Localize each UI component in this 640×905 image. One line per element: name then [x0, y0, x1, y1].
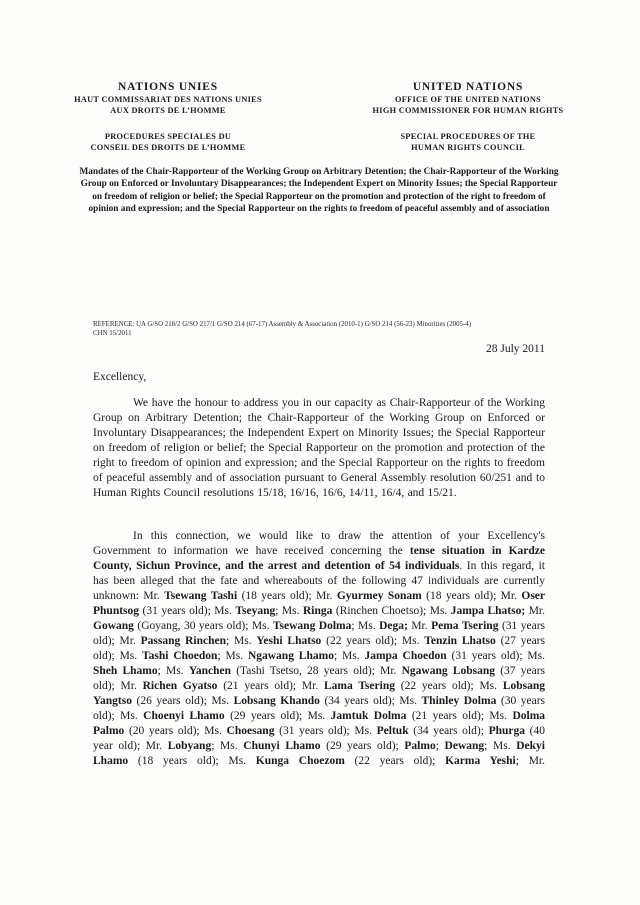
- letterhead-proc1-en: SPECIAL PROCEDURES OF THE: [400, 132, 536, 141]
- letterhead-proc2-fr: CONSEIL DES DROITS DE L’HOMME: [90, 143, 246, 152]
- reference-line-2: CHN 15/2011: [93, 330, 132, 337]
- un-letterhead-english: [340, 81, 596, 153]
- body-paragraph-2: In this connection, we would like to draw the attention of your Excellency's Government to information we have received concerning the tense situation in Kardze County, Sichun Province, and the arrest and detention of 54 individuals. In this regard, it has been alleged that the fate and whereabouts of the following 47 individuals are currently unknown: Mr. Tsewang Tashi (18 years old); Mr. Gyurmey Sonam (18 years old); Mr. Oser Phuntsog (31 years old); Ms. Tseyang; Ms. Ringa (Rinchen Choetso); Ms. Jampa Lhatso; Mr. Gowang (Goyang, 30 years old); Ms. Tsewang Dolma; Ms. Dega; Mr. Pema Tsering (31 years old); Mr. Passang Rinchen; Ms. Yeshi Lhatso (22 years old); Ms. Tenzin Lhatso (27 years old); Ms. Tashi Choedon; Ms. Ngawang Lhamo; Ms. Jampa Choedon (31 years old); Ms. Sheh Lhamo; Ms. Yanchen (Tashi Tsetso, 28 years old); Mr. Ngawang Lobsang (37 years old); Mr. Richen Gyatso (21 years old); Mr. Lama Tsering (22 years old); Ms. Lobsang Yangtso (26 years old); Ms. Lobsang Khando (34 years old); Ms. Thinley Dolma (30 years old); Ms. Choenyi Lhamo (29 years old); Ms. Jamtuk Dolma (21 years old); Ms. Dolma Palmo (20 years old); Ms. Choesang (31 years old); Ms. Peltuk (34 years old); Phurga (40 year old); Mr. Lobyang; Ms. Chunyi Lhamo (29 years old); Palmo; Dewang; Ms. Dekyi Lhamo (18 years old); Ms. Kunga Choezom (22 years old); Karma Yeshi; Mr.: [93, 530, 546, 767]
- letterhead-office2-en: HIGH COMMISSIONER FOR HUMAN RIGHTS: [372, 106, 564, 115]
- salutation: Excellency,: [93, 371, 147, 383]
- reference-block: [93, 320, 493, 338]
- un-letterhead-french: [40, 81, 296, 153]
- letterhead-org-en: UNITED NATIONS: [412, 81, 524, 93]
- reference-line-1: REFERENCE: UA G/SO 218/2 G/SO 217/1 G/SO 214 (67-17) Assembly & Association (2010-1) G/SO 214 (56-23) Minorities (2005-4): [93, 321, 472, 328]
- letterhead-office2-fr: AUX DROITS DE L’HOMME: [110, 106, 226, 115]
- mandates-paragraph: Mandates of the Chair-Rapporteur of the Working Group on Arbitrary Detention; the Chair-Rapporteur of the Working Group on Enforced or Involuntary Disappearances; the Independent Expert on Minority Issues; the Special Rapporteur on freedom of religion or belief; the Special Rapporteur on the promotion and protection of the right to freedom of opinion and expression; and the Special Rapporteur on the rights to freedom of peaceful assembly and of association: [79, 167, 559, 214]
- body-paragraph-1: We have the honour to address you in our capacity as Chair-Rapporteur of the Working Group on Arbitrary Detention; the Chair-Rapporteur of the Working Group on Enforced or Involuntary Disappearances; the Independent Expert on Minority Issues; the Special Rapporteur on freedom of religion or belief; the Special Rapporteur on the promotion and protection of the right to freedom of opinion and expression; and the Special Rapporteur on the rights to freedom of peaceful assembly and of association pursuant to General Assembly resolution 60/251 and to Human Rights Council resolutions 15/18, 16/16, 16/6, 14/11, 16/4, and 15/21.: [93, 397, 545, 499]
- letter-date: 28 July 2011: [486, 343, 545, 355]
- letterhead-office1-fr: HAUT COMMISSARIAT DES NATIONS UNIES: [74, 95, 262, 104]
- letterhead-office1-en: OFFICE OF THE UNITED NATIONS: [394, 95, 542, 104]
- letterhead-org-fr: NATIONS UNIES: [118, 81, 218, 93]
- letterhead-proc2-en: HUMAN RIGHTS COUNCIL: [411, 143, 525, 152]
- letterhead-proc1-fr: PROCEDURES SPECIALES DU: [104, 132, 232, 141]
